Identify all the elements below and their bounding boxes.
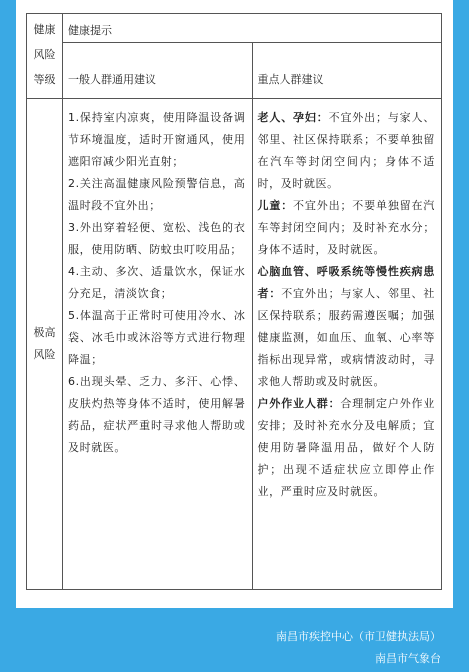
group-label-children: 儿童： bbox=[257, 199, 294, 212]
general-population-header: 一般人群通用建议 bbox=[63, 43, 253, 99]
footer-source-weather: 南昌市气象台 bbox=[375, 652, 441, 665]
footer-source-cdc: 南昌市疾控中心（市卫健执法局） bbox=[276, 630, 441, 643]
group-label-chronic: 心脑血管、呼吸系统等慢性疾病患者： bbox=[257, 265, 435, 300]
key-advice-item: 儿童：不宜外出；不要单独留在汽车等封闭空间内；及时补充水分；身体不适时，及时就医。 bbox=[257, 199, 435, 256]
general-advice-item: 6.出现头晕、乏力、多汗、心悸、皮肤灼热等身体不适时，使用解暑药品，症状严重时寻求他人帮助或及时就医。 bbox=[68, 375, 246, 454]
general-advice-cell bbox=[63, 99, 253, 590]
general-advice-item: 1.保持室内凉爽，使用降温设备调节环境温度，适时开窗通风，使用遮阳帘减少阳光直射； bbox=[68, 111, 246, 168]
health-tips-header: 健康提示 bbox=[63, 14, 442, 43]
key-advice-cell bbox=[252, 99, 442, 590]
health-advice-table bbox=[26, 13, 442, 590]
general-advice-item: 2.关注高温健康风险预警信息，高温时段不宜外出； bbox=[68, 177, 246, 212]
key-population-header: 重点人群建议 bbox=[252, 43, 442, 99]
key-advice-item: 老人、孕妇：不宜外出；与家人、邻里、社区保持联系；不要单独留在汽车等封闭空间内；身体不适时，及时就医。 bbox=[257, 111, 435, 190]
risk-level-value: 极高 风险 bbox=[27, 99, 63, 590]
key-advice-item: 户外作业人群：合理制定户外作业安排；及时补充水分及电解质；宜使用防暑降温用品，做好个人防护；出现不适症状应立即停止作业，严重时应及时就医。 bbox=[257, 397, 435, 498]
general-advice-item: 3.外出穿着轻便、宽松、浅色的衣服，使用防晒、防蚊虫叮咬用品； bbox=[68, 221, 246, 256]
key-advice-item: 心脑血管、呼吸系统等慢性疾病患者：不宜外出；与家人、邻里、社区保持联系；服药需遵医嘱；加强健康监测，如血压、血氧、心率等指标出现异常，或病情波动时，寻求他人帮助或及时就医。 bbox=[257, 265, 435, 388]
general-advice-item: 4.主动、多次、适量饮水，保证水分充足，清淡饮食； bbox=[68, 265, 246, 300]
advisory-card bbox=[16, 0, 453, 608]
risk-level-header: 健康 风险 等级 bbox=[27, 14, 63, 99]
general-advice-item: 5.体温高于正常时可使用冷水、冰袋、冰毛巾或沐浴等方式进行物理降温； bbox=[68, 309, 246, 366]
group-label-outdoor: 户外作业人群： bbox=[257, 397, 341, 410]
group-label-elderly: 老人、孕妇： bbox=[257, 111, 329, 124]
